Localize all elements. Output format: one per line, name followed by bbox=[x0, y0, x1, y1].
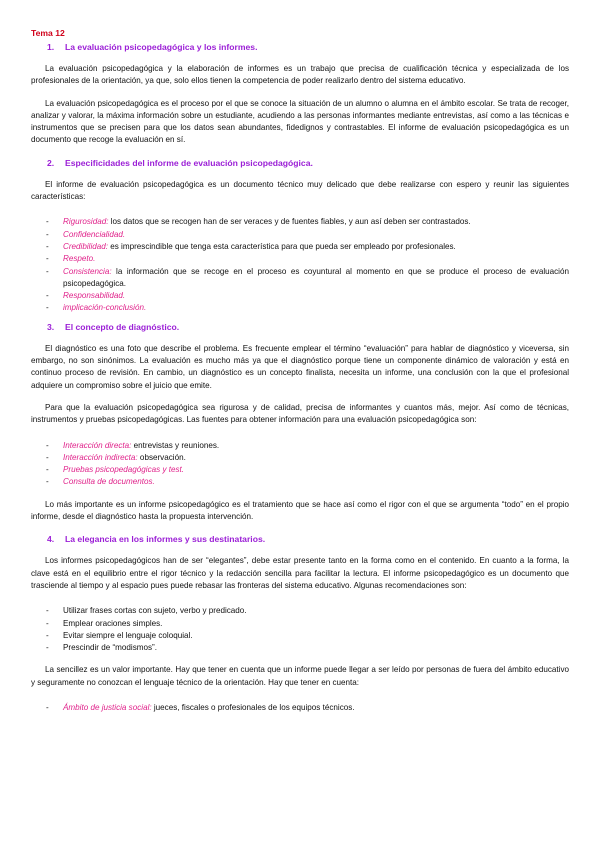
list-item bbox=[31, 229, 569, 241]
list-item-text: jueces, fiscales o profesionales de los equipos técnicos. bbox=[151, 702, 355, 712]
list-item bbox=[31, 476, 569, 488]
list-dash: - bbox=[46, 606, 49, 616]
list-item-key: Consistencia: bbox=[63, 266, 112, 276]
list-item-key: Respeto. bbox=[63, 254, 96, 264]
list-dash: - bbox=[46, 477, 49, 487]
list-item bbox=[31, 642, 569, 654]
list-item-text: Prescindir de “modismos”. bbox=[63, 643, 158, 653]
list-item-text: los datos que se recogen han de ser veraces y de fuentes fiables, y aun así deben ser contrastados. bbox=[108, 217, 471, 227]
list-item bbox=[31, 630, 569, 642]
sources-list bbox=[31, 440, 569, 489]
list-item-text: es imprescindible que tenga esta característica para que pueda ser empleado por profesionales. bbox=[108, 241, 456, 251]
paragraph: El informe de evaluación psicopedagógica es un documento técnico muy delicado que debe realizarse con espero y reunir las siguientes características: bbox=[31, 179, 569, 202]
paragraph: El diagnóstico es una foto que describe el problema. Es frecuente emplear el término “evaluación” para hablar de diagnóstico y viceversa, sin embargo, no son sinónimos. La evaluación es mucho más ya que el diagnóstico porque tiene un componente dinámico de valoración y está en continuo proceso de revisión. En cambio, un diagnóstico es un concepto finalista, necesita un informe, una conclusión con la que el profesional adquiere un compromiso sobre el juicio que emite. bbox=[31, 343, 569, 390]
section-number: 4. bbox=[47, 534, 55, 545]
list-dash: - bbox=[46, 630, 49, 640]
section-3-heading bbox=[31, 321, 569, 333]
list-dash: - bbox=[46, 643, 49, 653]
paragraph: Lo más importante es un informe psicopedagógico es el tratamiento que se hace así como el rigor con el que se argumenta “todo” en el propio informe, desde el diagnóstico hasta la propuesta intervención. bbox=[31, 499, 569, 522]
list-item bbox=[31, 452, 569, 464]
paragraph: Los informes psicopedagógicos han de ser “elegantes”, debe estar presente tanto en la forma como en el contenido. En cuanto a la forma, la clave está en el equilibrio entre el rigor técnico y la redacción sencilla para facilitar la lectura. El informe psicopedagógico es un documento que trasciende al tiempo y al espacio pues puede rebasar las fronteras del sistema educativo. Algunas recomendaciones son: bbox=[31, 556, 569, 590]
list-dash: - bbox=[46, 452, 49, 462]
list-item-key: Ámbito de justicia social: bbox=[63, 702, 152, 712]
section-title: La elegancia en los informes y sus destinatarios. bbox=[65, 534, 266, 545]
list-item bbox=[31, 618, 569, 630]
list-item bbox=[31, 216, 569, 228]
list-dash: - bbox=[46, 440, 49, 450]
list-dash: - bbox=[46, 229, 49, 239]
list-item-key: implicación-conclusión. bbox=[63, 303, 147, 313]
list-item bbox=[31, 253, 569, 265]
list-item-key: Consulta de documentos. bbox=[63, 477, 155, 487]
section-1-heading bbox=[31, 41, 569, 53]
list-item-text: Emplear oraciones simples. bbox=[63, 618, 163, 628]
list-item-text: la información que se recoge en el proceso es coyuntural al momento en que se produce el proceso de evaluación psicopedagógica. bbox=[63, 266, 569, 288]
list-item bbox=[31, 440, 569, 452]
section-number: 1. bbox=[47, 42, 55, 52]
list-dash: - bbox=[46, 217, 49, 227]
list-item bbox=[31, 241, 569, 253]
list-item-key: Rigurosidad: bbox=[63, 217, 109, 227]
list-item-key: Pruebas psicopedagógicas y test. bbox=[63, 465, 185, 475]
list-item-key: Interacción indirecta: bbox=[63, 452, 138, 462]
list-item bbox=[31, 302, 569, 314]
list-dash: - bbox=[46, 254, 49, 264]
paragraph: La evaluación psicopedagógica es el proceso por el que se conoce la situación de un alumno o alumna en el ámbito escolar. Se trata de recoger, analizar y valorar, la máxima información sobre un estudiante, acudiendo a las personas informantes mediante entrevistas, así como a las técnicas e instrumentos que se precisen para que los datos sean abundantes, fidedignos y contrastables. El informe de evaluación psicopedagógica es un documento que recoge la evaluación en sí. bbox=[31, 98, 569, 145]
list-item-key: Confidencialidad. bbox=[63, 229, 126, 239]
list-dash: - bbox=[46, 291, 49, 301]
list-item bbox=[31, 290, 569, 302]
list-dash: - bbox=[46, 303, 49, 313]
list-item bbox=[31, 464, 569, 476]
list-item-key: Credibilidad: bbox=[63, 241, 108, 251]
list-item bbox=[31, 266, 569, 291]
paragraph: La sencillez es un valor importante. Hay que tener en cuenta que un informe puede llegar a ser leído por personas de fuera del ámbito educativo y seguramente no conozcan el lenguaje técnico de la orientación. Hay que tener en cuenta: bbox=[31, 665, 569, 687]
list-item bbox=[31, 605, 569, 617]
section-title: La evaluación psicopedagógica y los informes. bbox=[65, 42, 258, 52]
list-dash: - bbox=[46, 465, 49, 475]
list-dash: - bbox=[46, 702, 49, 712]
section-2-heading bbox=[31, 157, 569, 169]
list-item-key: Responsabilidad. bbox=[63, 291, 126, 301]
recommendations-list bbox=[31, 605, 569, 654]
list-dash: - bbox=[46, 618, 49, 628]
section-number: 3. bbox=[47, 321, 55, 332]
list-item-text: observación. bbox=[137, 452, 186, 462]
topic-label: Tema 12 bbox=[31, 28, 65, 38]
section-number: 2. bbox=[47, 157, 55, 168]
section-title: Especificidades del informe de evaluación psicopedagógica. bbox=[65, 157, 313, 168]
paragraph: La evaluación psicopedagógica y la elaboración de informes es un trabajo que precisa de cualificación técnica y especializada de los profesionales de la orientación, ya que, solo ellos tienen la competencia de poder realizarlo dentro del sistema educativo. bbox=[31, 64, 569, 86]
list-item bbox=[31, 702, 569, 714]
list-item-text: Evitar siempre el lenguaje coloquial. bbox=[63, 630, 193, 640]
list-item-text: entrevistas y reuniones. bbox=[131, 440, 220, 450]
list-dash: - bbox=[46, 266, 49, 276]
section-title: El concepto de diagnóstico. bbox=[65, 321, 180, 332]
paragraph: Para que la evaluación psicopedagógica sea rigurosa y de calidad, precisa de informantes y cuantos más, mejor. Así como de técnicas, instrumentos y pruebas psicopedagógicas. Las fuentes para obtener información para una evaluación psicopedagógica son: bbox=[31, 402, 569, 425]
list-item-text: Utilizar frases cortas con sujeto, verbo y predicado. bbox=[63, 606, 247, 616]
list-dash: - bbox=[46, 241, 49, 251]
section-4-heading bbox=[31, 533, 569, 545]
audience-list bbox=[31, 702, 569, 714]
characteristics-list bbox=[31, 216, 569, 314]
list-item-key: Interacción directa: bbox=[63, 440, 132, 450]
